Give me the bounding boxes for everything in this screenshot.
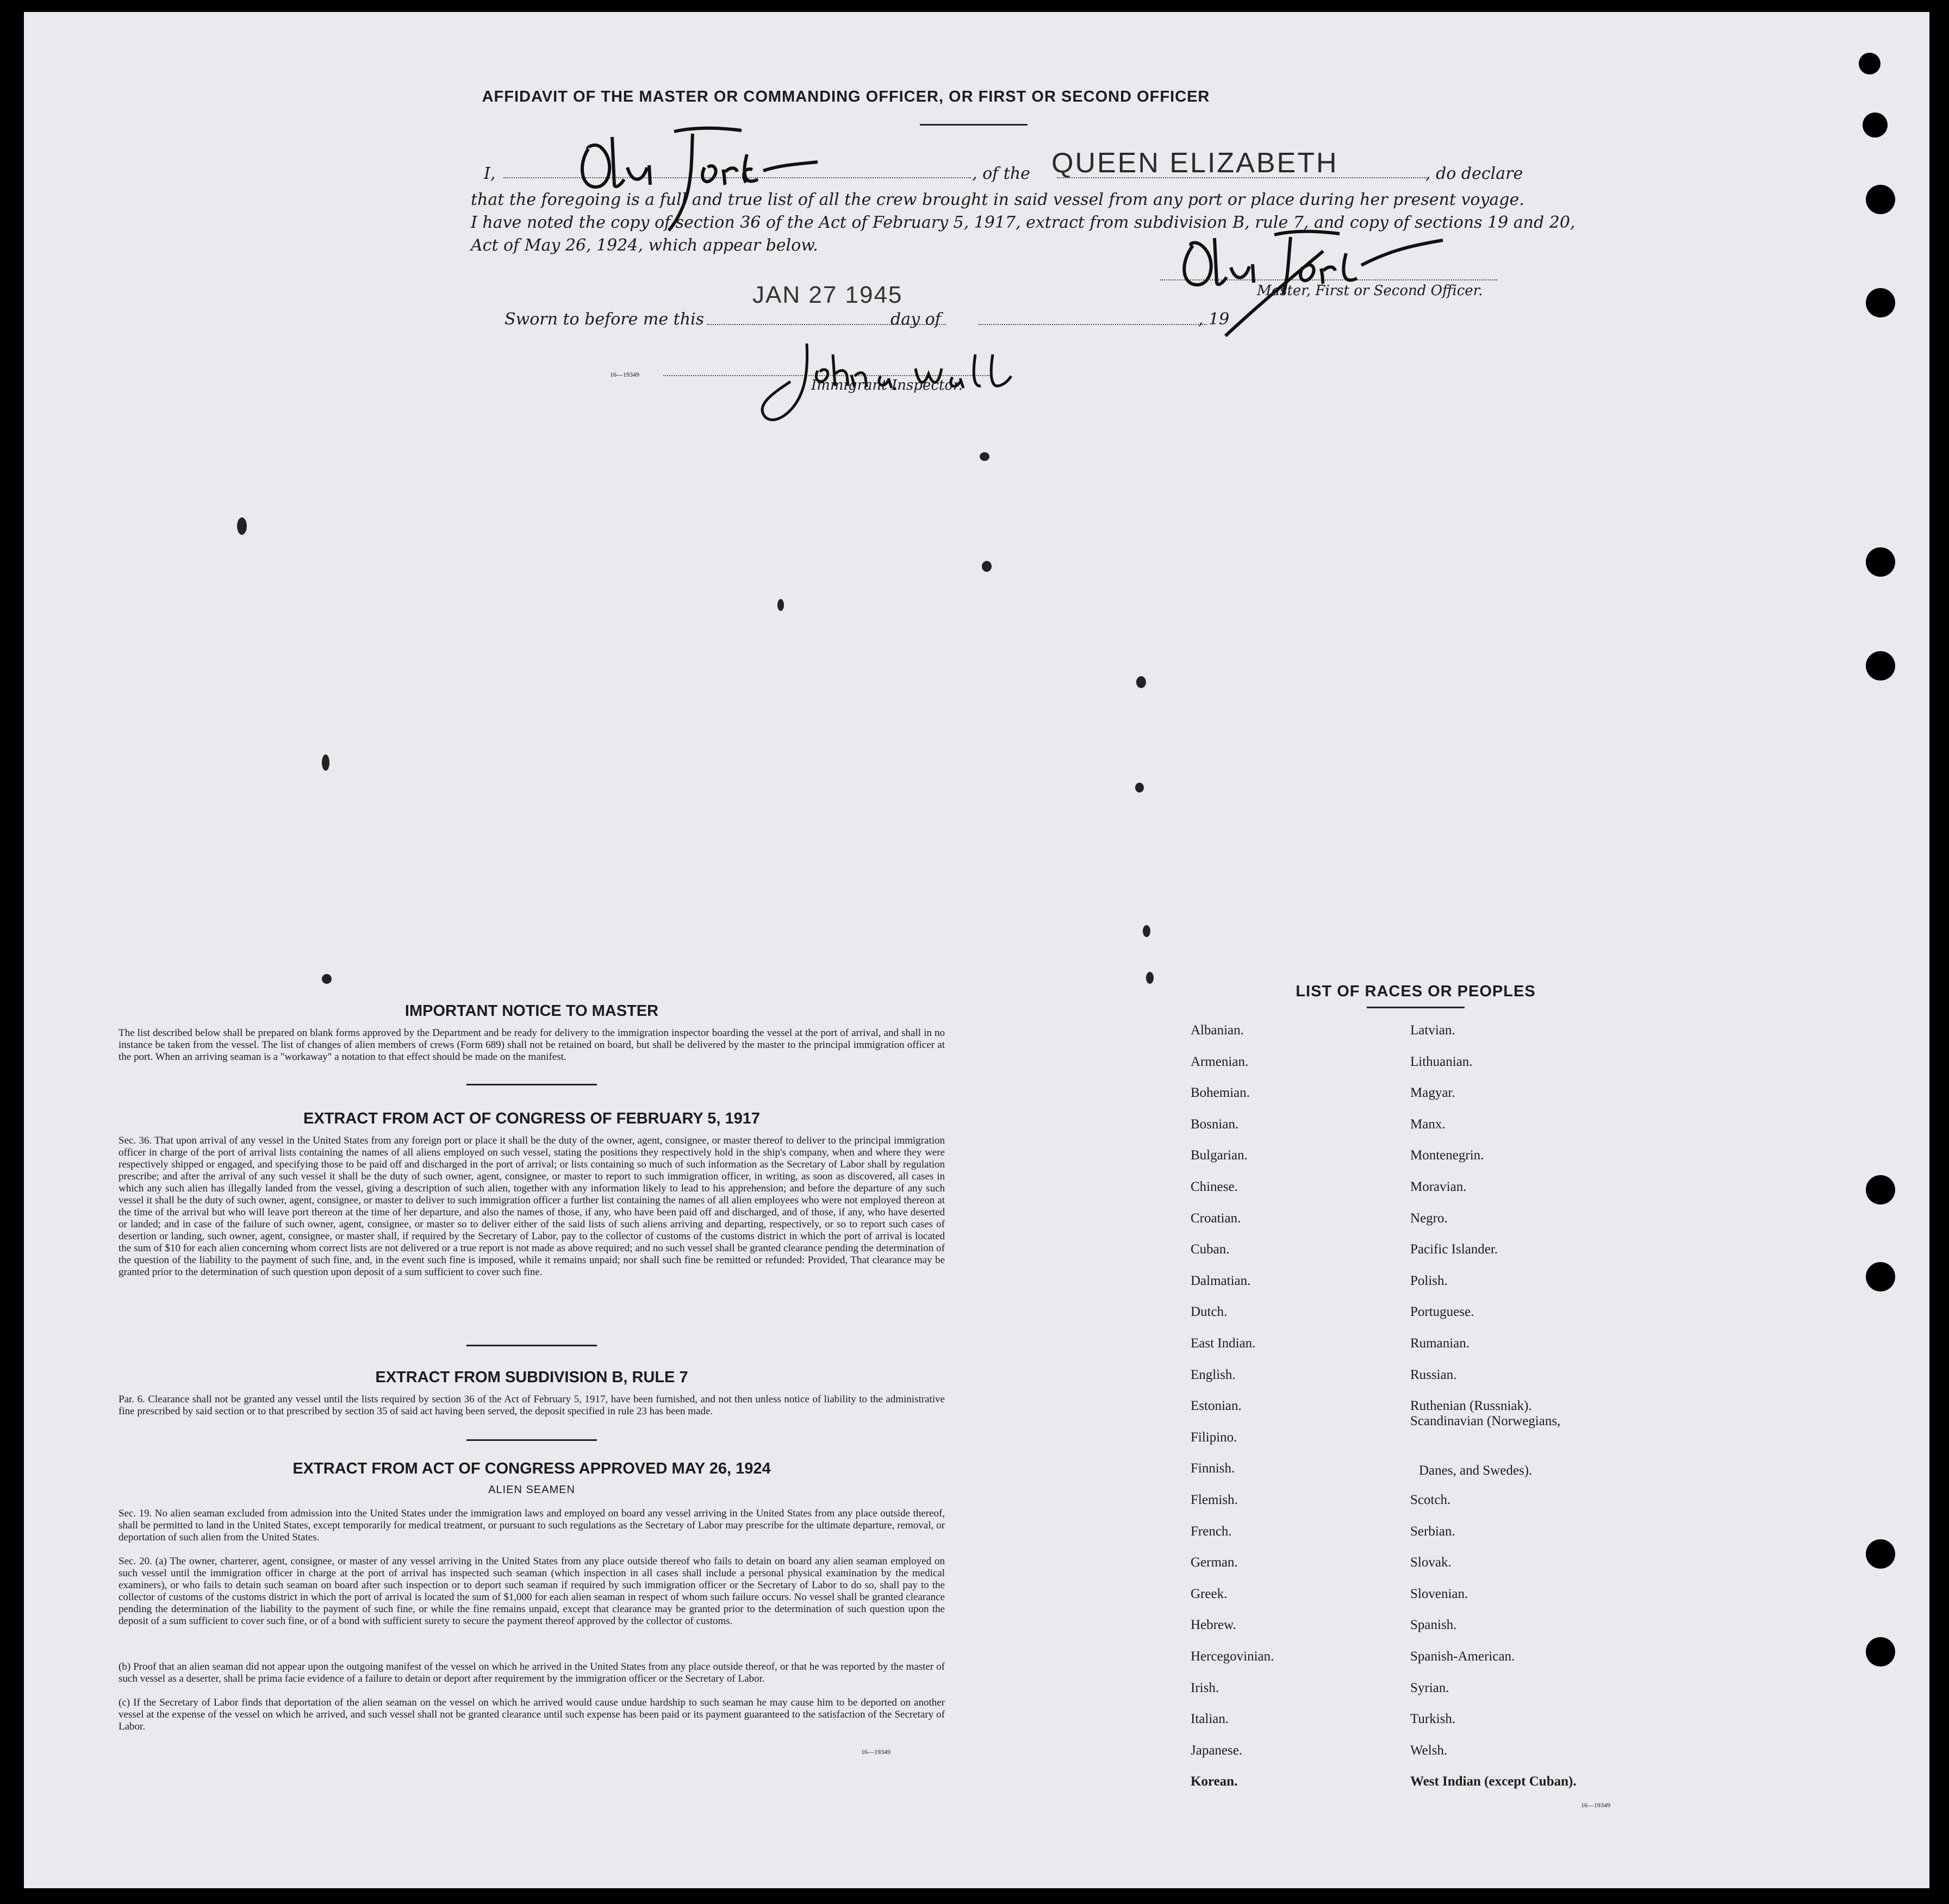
title-rule <box>920 124 1028 126</box>
affidavit-line-2: that the foregoing is a full and true list of all the crew brought in said vessel from any port or place during her present voyage. <box>471 190 1524 209</box>
of-the-label: , of the <box>972 164 1030 183</box>
race-item: Polish. <box>1410 1273 1448 1288</box>
punch-hole <box>1866 1175 1895 1204</box>
extract-form-number: 16—19349 <box>861 1748 891 1756</box>
race-item: Manx. <box>1410 1116 1446 1132</box>
race-item: West Indian (except Cuban). <box>1410 1774 1577 1789</box>
race-item: Rumanian. <box>1410 1336 1470 1351</box>
officer-caption: Master, First or Second Officer. <box>1257 283 1483 299</box>
race-item: Montenegrin. <box>1410 1148 1484 1163</box>
race-item: Spanish-American. <box>1410 1649 1515 1664</box>
race-item: Finnish. <box>1191 1461 1235 1476</box>
extract-rule7-rule <box>466 1439 597 1441</box>
declare-label: , do declare <box>1425 164 1523 183</box>
sworn-label: Sworn to before me this <box>505 310 705 329</box>
race-item: Bosnian. <box>1191 1116 1239 1132</box>
affidavit-form-number: 16—19349 <box>610 371 639 378</box>
extract-1917-heading: EXTRACT FROM ACT OF CONGRESS OF FEBRUARY 5, 1917 <box>303 1110 761 1127</box>
affidavit-line-3: I have noted the copy of section 36 of the Act of February 5, 1917, extract from subdivision B, rule 7, and copy of sections 19 and 20, <box>471 213 1576 232</box>
race-item: German. <box>1191 1555 1238 1570</box>
punch-hole <box>1863 113 1888 138</box>
extract-1924-sec20c: (c) If the Secretary of Labor finds that deportation of the alien seaman on the vessel on which he arrived would cause undue hardship to such seaman he may cause him to be deported on another vessel at the expense of the vessel on which he arrived, and such vessel shall not be granted clearance until such expense has been paid or its payment guaranteed to the satisfaction of the Secretary of Labor. <box>119 1697 945 1732</box>
race-item: Magyar. <box>1410 1085 1455 1101</box>
punch-hole <box>1859 53 1880 74</box>
affidavit-line-4: Act of May 26, 1924, which appear below. <box>471 236 818 255</box>
race-item: Dalmatian. <box>1191 1273 1251 1288</box>
race-item: Lithuanian. <box>1410 1054 1473 1069</box>
race-scandinavian-continued: Danes, and Swedes). <box>1419 1463 1533 1478</box>
punch-hole <box>1866 547 1895 577</box>
races-rule <box>1367 1007 1465 1008</box>
race-item: Latvian. <box>1410 1023 1455 1038</box>
race-item: Hebrew. <box>1191 1618 1236 1633</box>
punch-hole <box>1866 288 1895 317</box>
race-item: Dutch. <box>1191 1304 1228 1320</box>
paper-sheet <box>24 12 1929 1888</box>
race-item: Pacific Islander. <box>1410 1242 1498 1257</box>
race-item: Albanian. <box>1191 1023 1244 1038</box>
punch-hole <box>1866 1539 1895 1569</box>
extract-1917-rule <box>466 1345 597 1346</box>
punch-hole <box>1866 1262 1895 1291</box>
master-signature <box>562 115 834 257</box>
punch-hole <box>1866 651 1895 681</box>
race-item: Bulgarian. <box>1191 1148 1248 1163</box>
affidavit-i-label: I, <box>484 164 496 183</box>
race-item: Filipino. <box>1191 1429 1237 1445</box>
extract-rule7-heading: EXTRACT FROM SUBDIVISION B, RULE 7 <box>375 1369 688 1386</box>
race-item: Korean. <box>1191 1774 1238 1789</box>
race-item: Cuban. <box>1191 1242 1230 1257</box>
master-signature-2 <box>1160 213 1465 354</box>
date-stamp: JAN 27 1945 <box>752 282 903 308</box>
notice-heading: IMPORTANT NOTICE TO MASTER <box>404 1002 659 1020</box>
race-item: Armenian. <box>1191 1054 1249 1069</box>
race-item: Hercegovinian. <box>1191 1649 1274 1664</box>
race-item: French. <box>1191 1524 1232 1539</box>
extract-1924-sec20a: Sec. 20. (a) The owner, charterer, agent, consignee, or master of any vessel arriving in the United States from any place outside thereof who fails to detain on board any alien seaman employed on such vessel until the immigration officer in charge at the port of arrival has inspected such seaman (which inspection in all cases shall include a personal physical examination by the medical examiners), or who fails to detain such seaman on board after such inspection or to deport such seaman if required by such immigration officer or the Secretary of Labor to do so, shall pay to the collector of customs of the customs district in which the port of arrival is located the sum of $1,000 for each alien seaman in respect of whom such failure occurs. No vessel shall be granted clearance pending the determination of the liability to the payment of such fine, or while the fine remains unpaid, except that clearance may be granted prior to the determination of such question upon the deposit of a sum sufficient to cover such fine, or of a bond with sufficient surety to secure the payment thereof approved by the collector of customs. <box>119 1556 945 1627</box>
punch-hole <box>1866 1637 1895 1666</box>
vessel-name: QUEEN ELIZABETH <box>1051 147 1338 179</box>
year-prefix: , 19 <box>1198 310 1230 329</box>
extract-1924-sec19: Sec. 19. No alien seaman excluded from admission into the United States under the immigration laws and employed on board any vessel arriving in the United States from any place outside thereof, shall be permitted to land in the United States, except temporarily for medical treatment, or pursuant to such regulations as the Secretary of Labor may prescribe for the ultimate departure, removal, or deportation of such alien from the United States. <box>119 1508 945 1543</box>
race-item: Serbian. <box>1410 1524 1455 1539</box>
race-item: Croatian. <box>1191 1210 1241 1226</box>
race-item: Portuguese. <box>1410 1304 1474 1320</box>
races-form-number: 16—19349 <box>1581 1801 1610 1809</box>
race-item: Slovak. <box>1410 1555 1452 1570</box>
race-item: Scotch. <box>1410 1493 1451 1507</box>
race-item: Ruthenian (Russniak). <box>1410 1399 1532 1414</box>
notice-text: The list described below shall be prepared on blank forms approved by the Department and be ready for delivery to the immigration inspector boarding the vessel at the port of arrival, and shall in no instance be taken from the vessel. The list of changes of alien members of crews (Form 689) shall not be retained on board, but shall be delivered by the master to the principal immigration officer at the port. When an arriving seaman is a "workaway" a notation to that effect should be made on the manifest. <box>119 1027 945 1063</box>
race-item: Estonian. <box>1191 1399 1242 1414</box>
race-item: Flemish. <box>1191 1493 1238 1507</box>
race-item: Negro. <box>1410 1210 1448 1226</box>
race-item: Slovenian. <box>1410 1586 1468 1601</box>
race-item: English. <box>1191 1367 1236 1382</box>
extract-1924-heading: EXTRACT FROM ACT OF CONGRESS APPROVED MAY 26, 1924 <box>292 1460 771 1477</box>
notice-rule <box>466 1084 597 1085</box>
race-item: Greek. <box>1191 1586 1228 1601</box>
inspector-signature <box>731 322 1046 430</box>
vessel-name-line <box>1057 177 1427 178</box>
race-item: East Indian. <box>1191 1336 1256 1351</box>
race-item: Turkish. <box>1410 1712 1456 1727</box>
race-item: Scandinavian (Norwegians, <box>1410 1413 1561 1428</box>
race-item: Irish. <box>1191 1680 1219 1695</box>
race-item: Italian. <box>1191 1712 1229 1727</box>
race-item: Japanese. <box>1191 1743 1243 1758</box>
affidavit-title: AFFIDAVIT OF THE MASTER OR COMMANDING OFFICER, OR FIRST OR SECOND OFFICER <box>482 88 1210 105</box>
race-item: Moravian. <box>1410 1179 1467 1194</box>
day-of-label: day of <box>891 310 941 329</box>
punch-hole <box>1866 185 1895 214</box>
extract-1924-sec20b: (b) Proof that an alien seaman did not appear upon the outgoing manifest of the vessel on which he arrived in the United States from any place outside thereof, or that he was reported by the master of such vessel as a deserter, shall be prima facie evidence of a failure to detain or deport after requirement by the immigration officer or the Secretary of Labor. <box>119 1661 945 1684</box>
race-item: Syrian. <box>1410 1680 1449 1695</box>
race-item: Bohemian. <box>1191 1085 1250 1101</box>
alien-seamen-subheading: ALIEN SEAMEN <box>488 1484 575 1496</box>
race-item: Chinese. <box>1191 1179 1238 1194</box>
extract-rule7-text: Par. 6. Clearance shall not be granted any vessel until the lists required by section 36 of the Act of February 5, 1917, have been furnished, and not then unless notice of liability to the administrative fine prescribed by said section or to that prescribed by section 35 of said act having been served, the deposit specified in rule 23 has been made. <box>119 1394 945 1417</box>
race-item: Russian. <box>1410 1367 1457 1382</box>
race-item: Welsh. <box>1410 1743 1448 1758</box>
race-item: Spanish. <box>1410 1618 1457 1633</box>
extract-1917-text: Sec. 36. That upon arrival of any vessel in the United States from any foreign port or place it shall be the duty of the owner, agent, consignee, or master thereof to deliver to the principal immigration officer in charge of the port of arrival lists containing the names of all aliens employed on such vessel, stating the positions they respectively hold in the ship's company, when and where they were respectively shipped or engaged, and specifying those to be paid off and discharged in the port of arrival; or lists containing so much of such information as the Secretary of Labor shall by regulation prescribe; and after the arrival of any such vessel it shall be the duty of such owner, agent, consignee, or master to report to such immigration officer, in writing, as soon as discovered, all cases in which any such alien has illegally landed from the vessel, giving a description of such alien, together with any information likely to lead to his apprehension; and before the departure of any such vessel it shall be the duty of such owner, agent, consignee, or master to deliver to such immigration officer a further list containing the names of all alien employees who were not employed thereon at the time of the arrival but who will leave port thereon at the time of her departure, and also the names of those, if any, who have been paid off and discharged, and of those, if any, who have deserted or landed; and in case of the failure of such owner, agent, consignee, or master so to deliver either of the said lists of such aliens arriving and departing, respectively, or so to report such cases of desertion or landing, such owner, agent, consignee, or master shall, if required by the Secretary of Labor, pay to the collector of customs of the customs district in which the port of arrival is located the sum of $10 for each alien concerning whom correct lists are not delivered or a true report is not made as above required; and no such vessel shall be granted clearance pending the determination of the question of the liability to the payment of such fine, and, in the event such fine is imposed, while it remains unpaid; nor shall such fine be remitted or refunded: Provided, That clearance may be granted prior to the determination of such question upon deposit of a sum sufficient to cover such fine. <box>119 1135 945 1278</box>
races-heading: LIST OF RACES OR PEOPLES <box>1296 983 1536 1000</box>
inspector-caption: Immigrant Inspector. <box>811 377 963 394</box>
